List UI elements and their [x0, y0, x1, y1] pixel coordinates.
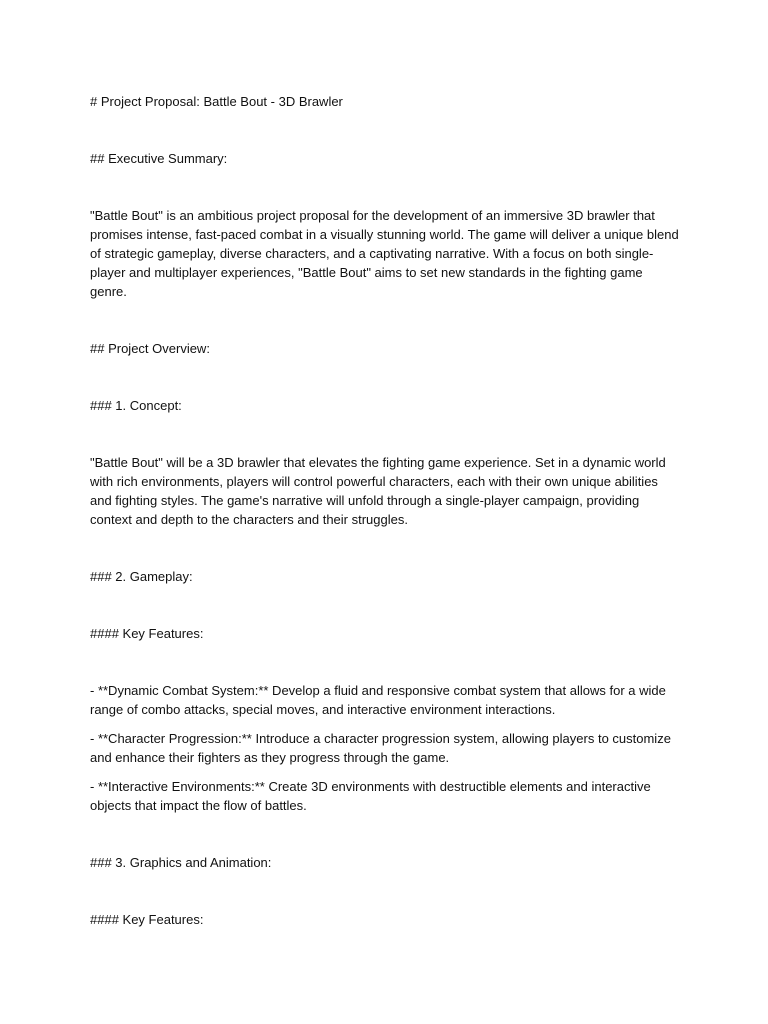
document-title: # Project Proposal: Battle Bout - 3D Brawler [90, 94, 343, 109]
gameplay-features-heading: #### Key Features: [90, 626, 204, 641]
list-item: - **Character Progression:** Introduce a character progression system, allowing players to customize and enhance their fighters as they progress through the game. [90, 731, 671, 765]
concept-paragraph: "Battle Bout" will be a 3D brawler that elevates the fighting game experience. Set in a dynamic world with rich environments, players will control powerful characters, each with their own unique abilities and fighting styles. The game's narrative will unfold through a single-player campaign, providing context and depth to the characters and their struggles. [90, 455, 666, 527]
graphics-features-heading: #### Key Features: [90, 912, 204, 927]
project-overview-heading: ## Project Overview: [90, 341, 210, 356]
executive-summary-paragraph: "Battle Bout" is an ambitious project proposal for the development of an immersive 3D brawler that promises intense, fast-paced combat in a visually stunning world. The game will deliver a unique blend of strategic gameplay, diverse characters, and a captivating narrative. With a focus on both single-player and multiplayer experiences, "Battle Bout" aims to set new standards in the fighting game genre. [90, 208, 679, 299]
executive-summary-heading: ## Executive Summary: [90, 151, 228, 166]
list-item: - **Dynamic Combat System:** Develop a fluid and responsive combat system that allows for a wide range of combo attacks, special moves, and interactive environment interactions. [90, 683, 666, 717]
document-body [90, 92, 680, 929]
concept-heading: ### 1. Concept: [90, 398, 182, 413]
list-item: - **Interactive Environments:** Create 3D environments with destructible elements and interactive objects that impact the flow of battles. [90, 779, 651, 813]
graphics-heading: ### 3. Graphics and Animation: [90, 855, 272, 870]
gameplay-heading: ### 2. Gameplay: [90, 569, 193, 584]
